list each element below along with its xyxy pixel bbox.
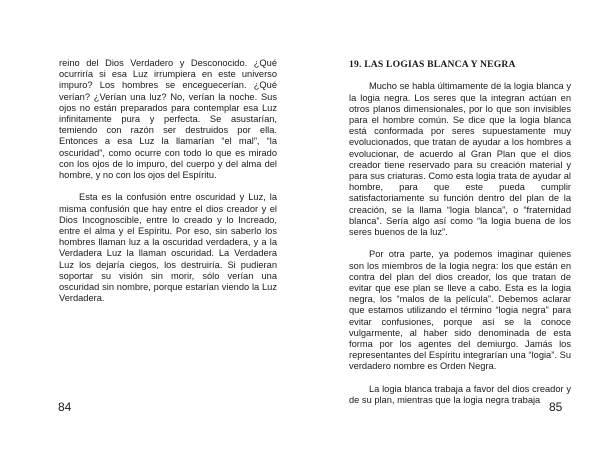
left-paragraph-1: reino del Dios Verdadero y Desconocido. ¿Qué ocurriría si esa Luz irrumpiera en este universo impuro? Los hombres se enceguecerían. ¿Qué verían? ¿Verían una luz? No, verían la noche. Sus ojos no están preparados para contemplar esa Luz infinitamente pura y perfecta. Se asustarían, temiendo con razón ser destruidos por ella. Entonces a esa Luz la llamarían “el mal”, “la oscuridad”, como ocurre con todo lo que es mirado con los ojos de lo impuro, del cuerpo y del alma del hombre, y no con los ojos del Espíritu.: [59, 58, 277, 181]
left-paragraph-2: Esta es la confusión entre oscuridad y Luz, la misma confusión que hay entre el dios creador y el Dios Incognoscible, entre lo creado y lo Increado, entre el alma y el Espíritu. Por eso, sin saberlo los hombres llaman luz a la oscuridad verdadera, y a la Verdadera Luz la llaman oscuridad. La Verdadera Luz los dejaría ciegos, los destruiría. Si pudieran soportar su visión sin morir, sólo verían una oscuridad sin nombre, porque estarían viendo la Luz Verdadera.: [59, 192, 277, 304]
right-paragraph-1: Mucho se habla últimamente de la logia blanca y la logia negra. Los seres que la integran actúan en otros planos dimensionales, por lo que son invisibles para el hombre común. Se dice que la logia blanca está conformada por seres supuestamente muy evolucionados, que tratan de ayudar a los hombres a evolucionar, de acuerdo al Gran Plan que el dios creador tiene reservado para su creación material y para sus criaturas. Como esta logia trata de ayudar al hombre, para que este pueda cumplir satisfactoriamente su función dentro del plan de la creación, se la llama “logia blanca”, o “fraternidad blanca”. Sería algo así como “la logia buena de los seres buenos de la luz”.: [349, 81, 571, 238]
left-page-body: [59, 58, 277, 316]
right-paragraph-3: La logia blanca trabaja a favor del dios creador y de su plan, mientras que la logia negra trabaja: [349, 383, 571, 406]
right-page-body: [349, 59, 571, 417]
chapter-title: 19. LAS LOGIAS BLANCA Y NEGRA: [349, 59, 516, 70]
right-page: [300, 0, 600, 458]
right-paragraph-2: Por otra parte, ya podemos imaginar quienes son los miembros de la logia negra: los que están en contra del plan del dios creador, los que tratan de evitar que ese plan se lleve a cabo. Esta es la logia negra, los “malos de la película”. Debemos aclarar que estamos utilizando el término “logia negra” para evitar confusiones, porque así se la conoce vulgarmente, al haber sido denominada de esta forma por los agentes del demiurgo. Jamás los representantes del Espíritu integrarían una “logia”. Su verdadero nombre es Orden Negra.: [349, 249, 571, 372]
left-page-number: 84: [58, 400, 72, 414]
right-page-number: 85: [549, 400, 563, 414]
